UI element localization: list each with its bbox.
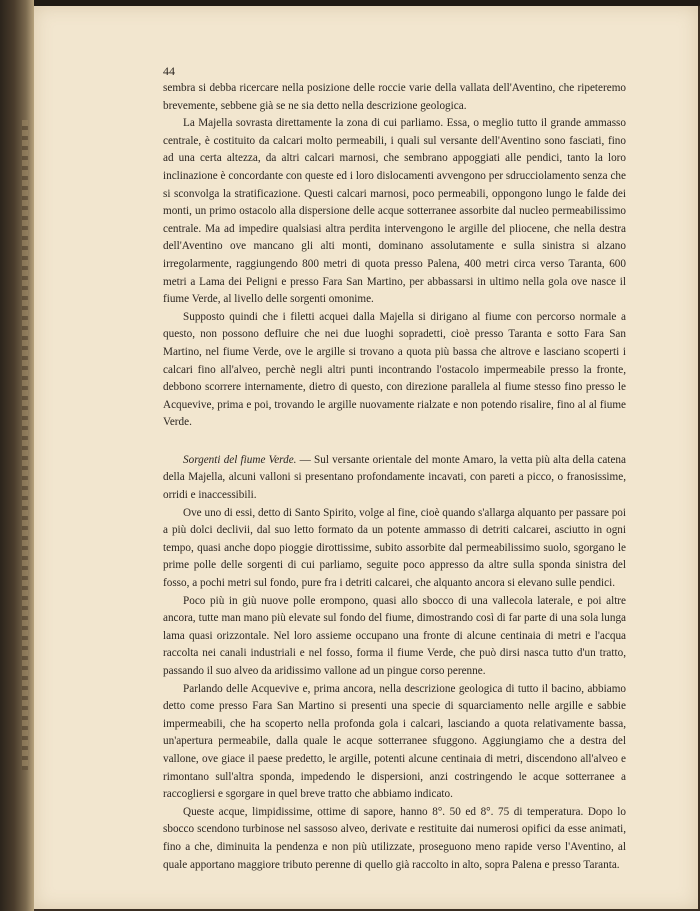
paragraph-4 — [163, 452, 626, 505]
paragraph-8: Queste acque, limpidissime, ottime di sapore, hanno 8°. 50 ed 8°. 75 di temperatura. Dopo lo sbocco scendono turbinose nel sassoso alveo, derivate e restituite dai numerosi opifici da esse animati, fino a che, diminuita la pendenza e non più utilizzate, proseguono meno rapide verso l'Aventino, al quale apportano maggiore tributo perenne di quello già raccolto in alto, sopra Palena e presso Taranta. — [163, 805, 626, 871]
paragraph-2: La Majella sovrasta direttamente la zona di cui parliamo. Essa, o meglio tutto il grande ammasso centrale, è costituito da calcari molto permeabili, i quali sul versante dell'Aventino sono fasciati, fino ad una certa altezza, da altri calcari marnosi, che sembrano appoggiati alle pendici, tanto la loro inclinazione è concordante con queste ed i loro dislocamenti avvengono per sdrucciolamento senza che si sconvolga la stratificazione. Questi calcari marnosi, poco permeabili, oppongono lungo le falde dei monti, un primo ostacolo alla dispersione delle acque sotterranee assorbite dal nucleo permeabilissimo centrale. Ma ad impedire qualsiasi altra perdita intervengono le argille del pliocene, che nella destra dell'Aventino ove mancano gli alti monti, dominano assolutamente e sulla sinistra si alzano irregolarmente, raggiungendo 800 metri di quota presso Palena, 400 metri circa verso Taranta, 600 metri a Lama dei Peligni e presso Fara San Martino, per abbassarsi in ultimo nella gola ove nasce il fiume Verde, al livello delle sorgenti omonime. — [163, 117, 626, 306]
paragraph-6: Poco più in giù nuove polle erompono, quasi allo sbocco di una vallecola laterale, e poi altre ancora, tutte man mano più elevate sul fondo del fiume, dimostrando così di far parte di una sola lunga lama quasi orizzontale. Nel loro assieme occupano una fronte di alcune centinaia di metri e l'acqua raccolta nei canali industriali e nel fosso, forma il fiume Verde, che può dirsi nasca tutto d'un tratto, passando il suo alveo da aridissimo vallone ad un pingue corso perenne. — [163, 594, 626, 677]
paragraph-7: Parlando delle Acquevive e, prima ancora, nella descrizione geologica di tutto il bacino, abbiamo detto come presso Fara San Martino si presenti una specie di squarciamento nelle argille e sabbie impermeabili, che ha scoperto nella profonda gola i calcari, lasciando a quota relativamente bassa, un'apertura permeabile, dalla quale le acque sotterranee sfuggono. Aggiungiamo che a destra del vallone, ove giace il paese predetto, le argille, potenti alcune centinaia di metri, discendono all'alveo e rimontano sull'altra sponda, impedendo le dispersioni, anzi costringendo le acque sotterranee a raccogliersi e sgorgare in quel breve tratto che abbiamo indicato. — [163, 682, 626, 801]
paragraph-4-body: — Sul versante orientale del monte Amaro, la vetta più alta della catena della Majella, alcuni valloni si presentano profondamente incavati, con pareti a picco, o franosissime, orridi e inaccessibili. — [163, 453, 626, 502]
section-title: Sorgenti del fiume Verde. — [183, 453, 297, 466]
paragraph-5: Ove uno di essi, detto di Santo Spirito, volge al fine, cioè quando s'allarga alquanto per passare poi a più dolci declivii, dal suo letto formato da un potente ammasso di detriti calcarei, asciutto in ogni tempo, quasi anche dopo pioggie dirottissime, subito assorbite dal permeabilissimo suolo, sgorgano le prime polle delle sorgenti di cui parliamo, seguite poco appresso da altre sulla sponda sinistra del fosso, a pochi metri sul fondo, pure fra i detriti calcarei, che alquanto ancora si elevano sulle pendici. — [163, 506, 626, 590]
binding-stitch — [22, 120, 28, 770]
book-binding — [0, 0, 34, 911]
paragraph-1: sembra si debba ricercare nella posizione delle roccie varie della vallata dell'Aventino, che ripeteremo brevemente, sebbene già se ne sia detto nella descrizione geologica. — [163, 82, 626, 112]
paragraph-3: Supposto quindi che i filetti acquei dalla Majella si dirigano al fiume con percorso normale a questo, non possono defluire che nei due luoghi sopradetti, cioè presso Taranta e sotto Fara San Martino, nel fiume Verde, ove le argille si trovano a quota più bassa che altrove e lasciano scoperti i calcari fino all'alveo, perchè negli altri punti incontrando l'ostacolo impermeabile presso la fronte, debbono scorrere internamente, dietro di questo, con direzione parallela al fiume stesso fino presso le Acquevive, prima e poi, trovando le argille nuovamente rialzate e non potendo risalire, fino al al fiume Verde. — [163, 310, 626, 429]
page-text — [163, 64, 626, 874]
page-number: 44 — [163, 64, 175, 78]
